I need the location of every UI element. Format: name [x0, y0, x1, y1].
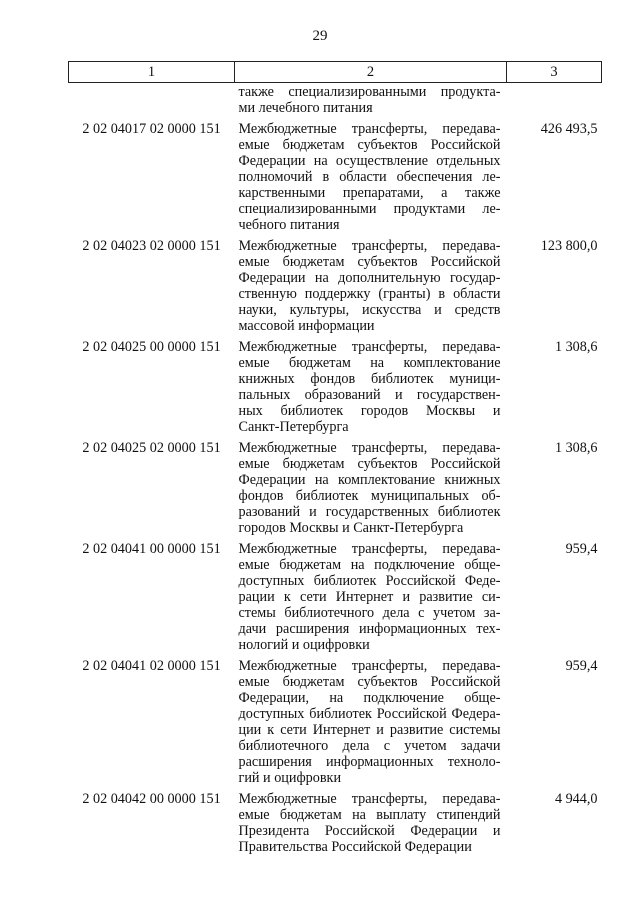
description-line: ми лечебного питания [238, 100, 373, 116]
budget-description [235, 338, 507, 439]
description-line: разований и государственных библиотек [238, 504, 501, 520]
continuation-description [235, 83, 507, 121]
budget-code: 2 02 04041 00 0000 151 [82, 541, 221, 557]
header-col-3: 3 [507, 62, 602, 83]
description-line: Санкт-Петербурга [238, 419, 349, 435]
description-line: емые бюджетам на подключение обще- [238, 557, 501, 573]
description-line: емые бюджетам на комплектование [238, 355, 501, 371]
table-header-row [69, 62, 602, 83]
description-line: Правительства Российской Федерации [238, 839, 472, 855]
description-line: Федерации на осуществление отдельных [238, 153, 501, 169]
description-line: ных библиотек городов Москвы и [238, 403, 501, 419]
description-line: доступных библиотек Российской Федера- [238, 706, 501, 722]
budget-description [235, 657, 507, 790]
description-line: Межбюджетные трансферты, передава- [238, 658, 501, 674]
description-line: Президента Российской Федерации и [238, 823, 501, 839]
description-line: емые бюджетам субъектов Российской [238, 254, 501, 270]
description-line: фондов библиотек муниципальных об- [238, 488, 501, 504]
description-line: ственную поддержку (гранты) в области [238, 286, 501, 302]
description-line: науки, культуры, искусства и средств [238, 302, 501, 318]
table-row [69, 237, 602, 338]
description-line: емые бюджетам на выплату стипендий [238, 807, 501, 823]
description-line: стемы библиотечного дела с учетом за- [238, 605, 501, 621]
budget-description [235, 120, 507, 237]
budget-code: 2 02 04041 02 0000 151 [82, 658, 221, 674]
description-line: массовой информации [238, 318, 375, 334]
description-line: городов Москвы и Санкт-Петербурга [238, 520, 464, 536]
description-line: ции к сети Интернет и развитие системы [238, 722, 501, 738]
budget-description [235, 790, 507, 859]
continuation-row [69, 83, 602, 121]
description-line: библиотечного дела с учетом задачи [238, 738, 501, 754]
table-row [69, 540, 602, 657]
budget-amount: 959,4 [565, 541, 598, 557]
description-line: пальных образований и государствен- [238, 387, 501, 403]
description-line: Межбюджетные трансферты, передава- [238, 541, 501, 557]
table-row [69, 790, 602, 859]
description-line: емые бюджетам субъектов Российской [238, 456, 501, 472]
description-line: гий и оцифровки [238, 770, 342, 786]
description-line: рации к сети Интернет и развитие си- [238, 589, 501, 605]
budget-amount: 959,4 [565, 658, 598, 674]
table-row [69, 120, 602, 237]
budget-table [68, 61, 602, 859]
description-line: карственными препаратами, а также [238, 185, 501, 201]
description-line: емые бюджетам субъектов Российской [238, 674, 501, 690]
page-number: 29 [312, 28, 328, 44]
table-row [69, 439, 602, 540]
budget-code: 2 02 04017 02 0000 151 [82, 121, 221, 137]
header-col-2: 2 [235, 62, 507, 83]
description-line: Межбюджетные трансферты, передава- [238, 791, 501, 807]
budget-amount: 4 944,0 [554, 791, 598, 807]
description-line: нологий и оцифровки [238, 637, 370, 653]
description-line: Межбюджетные трансферты, передава- [238, 339, 501, 355]
description-line: Федерации на дополнительную государ- [238, 270, 501, 286]
description-line: Межбюджетные трансферты, передава- [238, 121, 501, 137]
budget-code: 2 02 04025 02 0000 151 [82, 440, 221, 456]
continuation-code [69, 83, 235, 121]
budget-description [235, 439, 507, 540]
description-line: Федерации на комплектование книжных [238, 472, 501, 488]
description-line: Федерации, на подключение обще- [238, 690, 501, 706]
description-line: специализированными продуктами ле- [238, 201, 501, 217]
description-line: чебного питания [238, 217, 340, 233]
budget-amount: 1 308,6 [554, 440, 598, 456]
budget-code: 2 02 04042 00 0000 151 [82, 791, 221, 807]
description-line: доступных библиотек Российской Феде- [238, 573, 501, 589]
budget-description [235, 540, 507, 657]
budget-amount: 426 493,5 [540, 121, 598, 137]
continuation-amount [507, 83, 602, 121]
description-line: емые бюджетам субъектов Российской [238, 137, 501, 153]
budget-amount: 123 800,0 [540, 238, 598, 254]
table-row [69, 657, 602, 790]
budget-code: 2 02 04025 00 0000 151 [82, 339, 221, 355]
description-line: книжных фондов библиотек муници- [238, 371, 501, 387]
budget-description [235, 237, 507, 338]
description-line: расширения информационных техноло- [238, 754, 501, 770]
table-row [69, 338, 602, 439]
description-line: также специализированными продукта- [238, 84, 501, 100]
description-line: дачи расширения информационных тех- [238, 621, 501, 637]
header-col-1: 1 [69, 62, 235, 83]
description-line: полномочий в области обеспечения ле- [238, 169, 501, 185]
budget-code: 2 02 04023 02 0000 151 [82, 238, 221, 254]
budget-amount: 1 308,6 [554, 339, 598, 355]
description-line: Межбюджетные трансферты, передава- [238, 238, 501, 254]
description-line: Межбюджетные трансферты, передава- [238, 440, 501, 456]
